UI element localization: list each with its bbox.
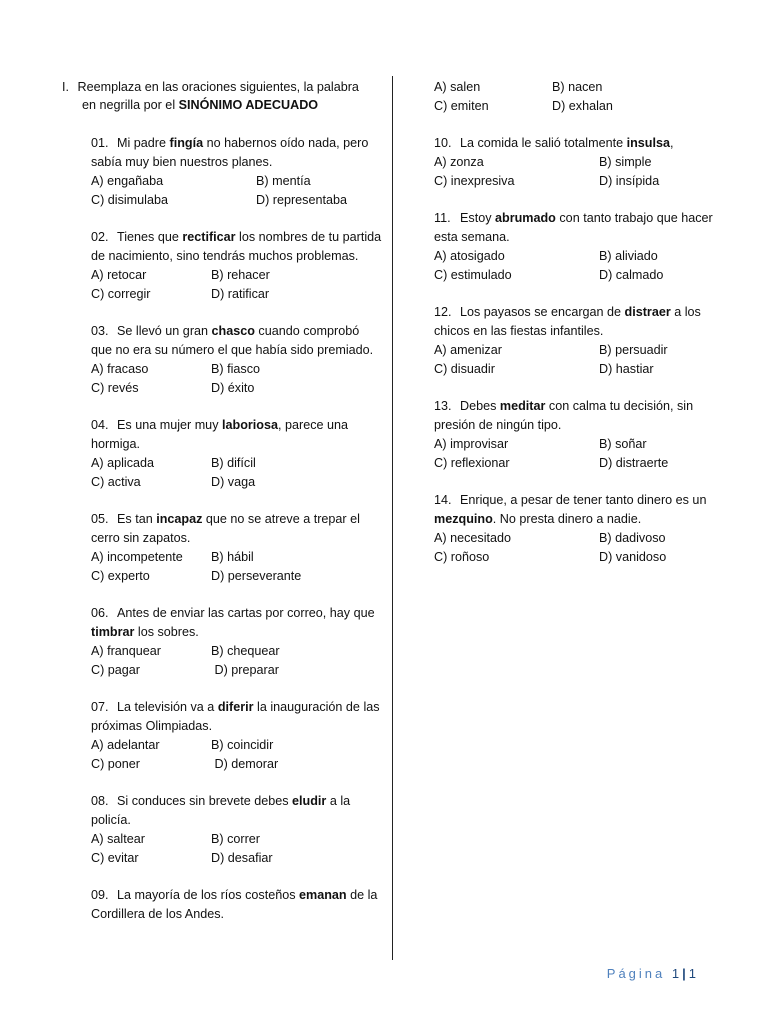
- keyword: diferir: [217, 700, 254, 714]
- option-c: C) evitar: [91, 851, 139, 865]
- stem-text: Es una mujer muy: [117, 418, 222, 432]
- option-a: A) zonza: [434, 155, 484, 169]
- question-02: [62, 228, 382, 304]
- option-d: D) distraerte: [599, 456, 669, 470]
- question-09: [62, 886, 382, 924]
- stem-text: La comida le salió totalmente: [460, 136, 627, 150]
- option-b: B) fiasco: [211, 362, 260, 376]
- question-11: [434, 209, 724, 285]
- option-b: B) correr: [211, 832, 260, 846]
- option-b: B) dadivoso: [599, 531, 666, 545]
- option-d: D) vanidoso: [599, 550, 667, 564]
- stem-text: La televisión va a: [117, 700, 218, 714]
- question-number: 13.: [434, 399, 452, 413]
- option-b: B) difícil: [211, 456, 256, 470]
- question-04: [62, 416, 382, 492]
- option-b: B) coincidir: [211, 738, 274, 752]
- stem-text: . No presta dinero a nadie.: [492, 512, 642, 526]
- question-number: 08.: [91, 794, 109, 808]
- keyword: insulsa: [626, 136, 671, 150]
- option-d: D) demorar: [211, 757, 279, 771]
- option-a: A) improvisar: [434, 437, 509, 451]
- option-a: A) fracaso: [91, 362, 149, 376]
- question-12: [434, 303, 724, 379]
- question-10: [434, 134, 724, 191]
- option-d: D) ratificar: [211, 287, 270, 301]
- question-number: 12.: [434, 305, 452, 319]
- question-06: [62, 604, 382, 680]
- option-d: D) vaga: [211, 475, 256, 489]
- option-c: C) poner: [91, 757, 140, 771]
- page-total: 1: [688, 966, 696, 981]
- stem-text: cuando comprobó que no era su número el que había sido premiado.: [91, 324, 374, 357]
- stem-text: a la policía.: [91, 794, 351, 827]
- option-b: B) mentía: [256, 174, 311, 188]
- question-number: 09.: [91, 888, 109, 902]
- option-c: C) emiten: [434, 99, 489, 113]
- keyword: abrumado: [495, 211, 556, 225]
- option-a: A) necesitado: [434, 531, 512, 545]
- stem-text: los nombres de tu partida de nacimiento, sino tendrás muchos problemas.: [91, 230, 382, 263]
- question-03: [62, 322, 382, 398]
- stem-text: de la Cordillera de los Andes.: [91, 888, 378, 921]
- question-number: 05.: [91, 512, 109, 526]
- stem-text: la inauguración de las próximas Olimpiadas.: [91, 700, 380, 733]
- keyword: laboriosa: [222, 418, 278, 432]
- option-b: B) rehacer: [211, 268, 270, 282]
- keyword: distraer: [624, 305, 671, 319]
- keyword: meditar: [499, 399, 546, 413]
- option-c: C) reflexionar: [434, 456, 510, 470]
- option-d: D) desafiar: [211, 851, 273, 865]
- stem-text: , parece una hormiga.: [91, 418, 349, 451]
- left-column: [62, 78, 382, 942]
- question-number: 03.: [91, 324, 109, 338]
- stem-text: Mi padre: [117, 136, 170, 150]
- option-c: C) experto: [91, 569, 150, 583]
- question-number: 02.: [91, 230, 109, 244]
- option-a: A) atosigado: [434, 249, 505, 263]
- option-a: A) aplicada: [91, 456, 155, 470]
- option-c: C) estimulado: [434, 268, 512, 282]
- page-footer: [607, 966, 696, 981]
- option-c: C) disimulaba: [91, 193, 168, 207]
- option-a: A) franquear: [91, 644, 162, 658]
- question-05: [62, 510, 382, 586]
- option-d: D) calmado: [599, 268, 664, 282]
- stem-text: Es tan: [117, 512, 157, 526]
- question-09-options: [434, 78, 724, 116]
- question-number: 06.: [91, 606, 109, 620]
- stem-text: Tienes que: [117, 230, 183, 244]
- question-07: [62, 698, 382, 774]
- instruction-line1: Reemplaza en las oraciones siguientes, la palabra: [77, 80, 359, 94]
- stem-text: con tanto trabajo que hacer esta semana.: [434, 211, 713, 244]
- stem-text: los sobres.: [134, 625, 199, 639]
- instruction-keyword: SINÓNIMO ADECUADO: [178, 98, 319, 112]
- option-c: C) inexpresiva: [434, 174, 515, 188]
- question-number: 04.: [91, 418, 109, 432]
- stem-text: Antes de enviar las cartas por correo, hay que: [117, 606, 375, 620]
- stem-text: a los chicos en las fiestas infantiles.: [434, 305, 701, 338]
- stem-text: La mayoría de los ríos costeños: [117, 888, 300, 902]
- right-column: [434, 78, 724, 585]
- option-d: D) representaba: [256, 193, 348, 207]
- option-b: B) nacen: [552, 80, 603, 94]
- stem-text: Si conduces sin brevete debes: [117, 794, 293, 808]
- keyword: timbrar: [91, 625, 135, 639]
- option-b: B) simple: [599, 155, 652, 169]
- option-c: C) roñoso: [434, 550, 490, 564]
- option-b: B) hábil: [211, 550, 254, 564]
- instruction-number: I.: [62, 80, 69, 94]
- keyword: incapaz: [156, 512, 203, 526]
- page-label: Página: [606, 966, 666, 981]
- stem-text: Se llevó un gran: [117, 324, 212, 338]
- option-a: A) retocar: [91, 268, 147, 282]
- stem-text: ,: [670, 136, 674, 150]
- option-d: D) exhalan: [552, 99, 613, 113]
- option-d: D) insípida: [599, 174, 660, 188]
- keyword: rectificar: [182, 230, 236, 244]
- stem-text: Enrique, a pesar de tener tanto dinero es un: [460, 493, 707, 507]
- keyword: mezquino: [434, 512, 493, 526]
- keyword: chasco: [211, 324, 255, 338]
- question-13: [434, 397, 724, 473]
- option-a: A) saltear: [91, 832, 145, 846]
- stem-text: Los payasos se encargan de: [460, 305, 625, 319]
- option-a: A) adelantar: [91, 738, 160, 752]
- stem-text: Debes: [460, 399, 500, 413]
- question-number: 01.: [91, 136, 109, 150]
- option-d: D) perseverante: [211, 569, 302, 583]
- option-c: C) disuadir: [434, 362, 495, 376]
- option-a: A) amenizar: [434, 343, 502, 357]
- stem-text: Estoy: [460, 211, 495, 225]
- option-b: B) soñar: [599, 437, 647, 451]
- option-c: C) corregir: [91, 287, 151, 301]
- page-number: 1: [671, 966, 680, 981]
- option-a: A) incompetente: [91, 550, 183, 564]
- keyword: emanan: [299, 888, 347, 902]
- option-c: C) pagar: [91, 663, 140, 677]
- question-number: 07.: [91, 700, 109, 714]
- option-c: C) revés: [91, 381, 139, 395]
- option-c: C) activa: [91, 475, 141, 489]
- question-number: 11.: [434, 211, 451, 225]
- option-b: B) aliviado: [599, 249, 658, 263]
- option-d: D) hastiar: [599, 362, 654, 376]
- question-14: [434, 491, 724, 567]
- stem-text: que no se atreve a trepar el cerro sin zapatos.: [91, 512, 360, 545]
- instruction-line2: en negrilla por el: [82, 98, 179, 112]
- stem-text: con calma tu decisión, sin presión de ningún tipo.: [434, 399, 694, 432]
- keyword: eludir: [292, 794, 327, 808]
- keyword: fingía: [169, 136, 204, 150]
- footer-separator: |: [682, 966, 686, 981]
- option-a: A) engañaba: [91, 174, 164, 188]
- stem-text: no habernos oído nada, pero sabía muy bien nuestros planes.: [91, 136, 369, 169]
- instruction: [62, 78, 382, 114]
- question-number: 10.: [434, 136, 452, 150]
- column-divider: [392, 76, 393, 960]
- option-a: A) salen: [434, 80, 481, 94]
- option-d: D) preparar: [211, 663, 279, 677]
- option-b: B) chequear: [211, 644, 280, 658]
- question-08: [62, 792, 382, 868]
- option-b: B) persuadir: [599, 343, 668, 357]
- question-number: 14.: [434, 493, 452, 507]
- question-01: [62, 134, 382, 210]
- option-d: D) éxito: [211, 381, 255, 395]
